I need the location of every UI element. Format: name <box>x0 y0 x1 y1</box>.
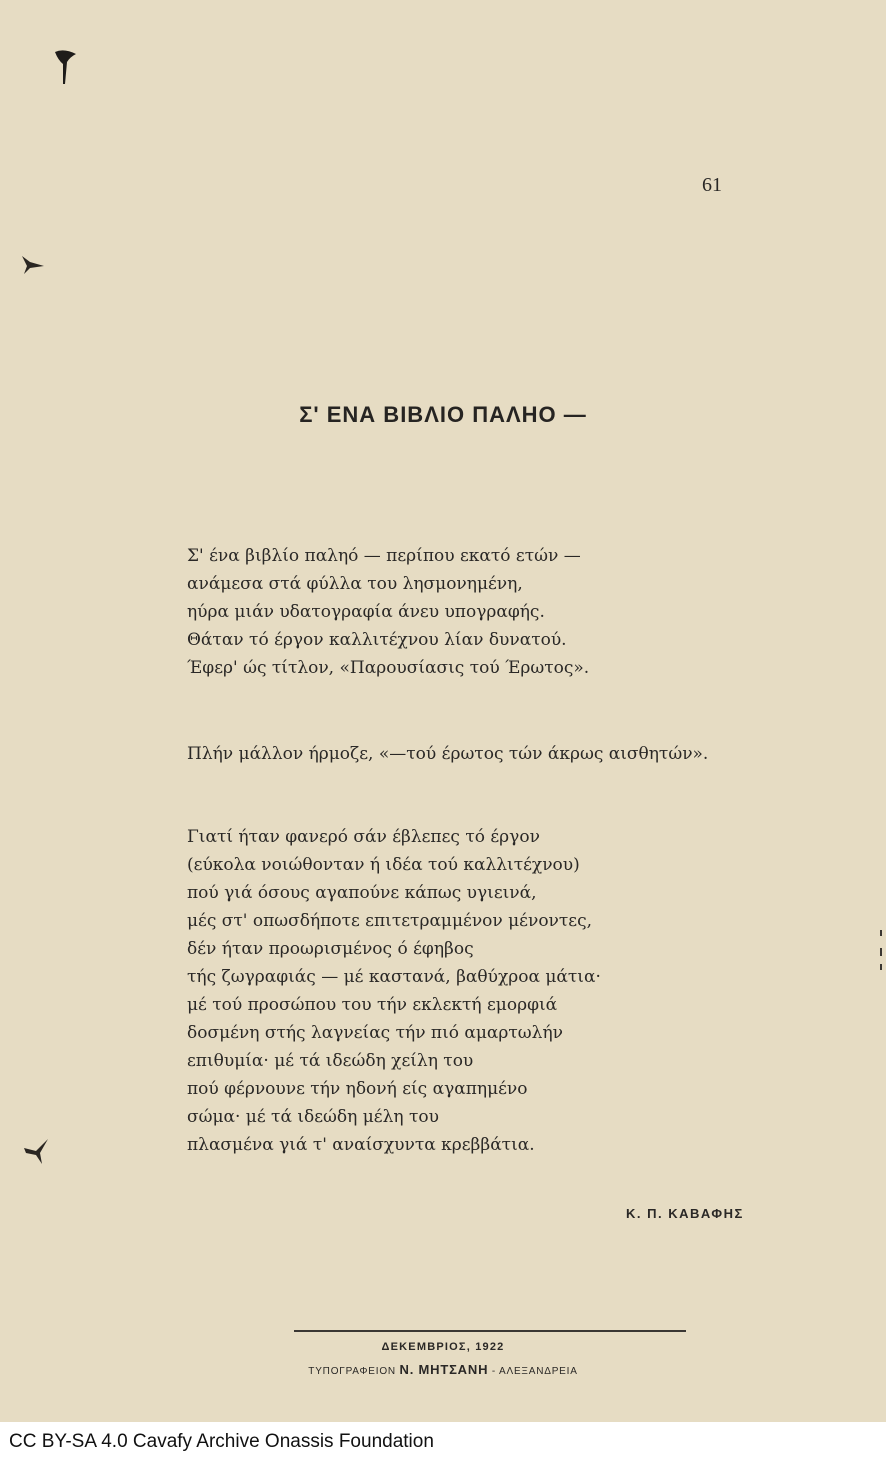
page-number: 61 <box>702 174 722 196</box>
poem-stanza-2 <box>187 740 708 768</box>
poem-line: δέν ήταν προωρισμένος ό έφηβος <box>187 939 474 959</box>
ink-mark-top <box>52 46 80 88</box>
publication-date: ΔΕΚΕΜΒΡΙΟΣ, 1922 <box>381 1341 505 1353</box>
poem-line: μές στ' οπωσδήποτε επιτετραμμένον μένοντες, <box>187 911 593 931</box>
ink-mark-middle <box>20 254 46 276</box>
poem-line: δοσμένη στής λαγνείας τήν πιό αμαρτωλήν <box>187 1023 563 1043</box>
poem-line: (εύκολα νοιώθονταν ή ιδέα τού καλλιτέχνου) <box>187 855 580 875</box>
printer-prefix: ΤΥΠΟΓΡΑΦΕΙΟΝ <box>308 1366 396 1377</box>
poem-line: μέ τού προσώπου του τήν εκλεκτή εμορφιά <box>187 995 558 1015</box>
ink-mark-lower <box>22 1136 52 1166</box>
edge-speck <box>878 930 884 974</box>
author-signature: Κ. Π. ΚΑΒΑΦΗΣ <box>626 1206 744 1221</box>
poem-line: Έφερ' ώς τίτλον, «Παρουσίασις τού Έρωτος». <box>187 658 590 678</box>
poem-line: Σ' ένα βιβλίο παληό — περίπου εκατό ετών — <box>187 546 581 566</box>
poem-line: Πλήν μάλλον ήρμοζε, «—τού έρωτος τών άκρως αισθητών». <box>187 744 709 764</box>
poem-stanza-3 <box>187 823 601 1159</box>
footer-rule <box>294 1330 686 1332</box>
poem-line: Θάταν τό έργον καλλιτέχνου λίαν δυνατού. <box>187 630 567 650</box>
poem-line: Γιατί ήταν φανερό σάν έβλεπες τό έργον <box>187 827 540 847</box>
printer-city: - ΑΛΕΞΑΝΔΡΕΙΑ <box>491 1366 578 1377</box>
poem-stanza-1 <box>187 542 589 682</box>
printer-imprint <box>0 1362 886 1377</box>
poem-line: πού φέρνουνε τήν ηδονή είς αγαπημένο <box>187 1079 528 1099</box>
poem-line: ανάμεσα στά φύλλα του λησμονημένη, <box>187 574 523 594</box>
poem-line: ηύρα μιάν υδατογραφία άνευ υπογραφής. <box>187 602 545 622</box>
poem-line: πλασμένα γιά τ' αναίσχυντα κρεββάτια. <box>187 1135 535 1155</box>
poem-line: πού γιά όσους αγαπούνε κάπως υγιεινά, <box>187 883 537 903</box>
printer-name: Ν. ΜΗΤΣΑΝΗ <box>399 1362 489 1377</box>
poem-line: τής ζωγραφιάς — μέ καστανά, βαθύχροα μάτια· <box>187 967 601 987</box>
poem-line: σώμα· μέ τά ιδεώδη μέλη του <box>187 1107 439 1127</box>
license-credit: CC BY-SA 4.0 Cavafy Archive Onassis Foundation <box>9 1431 434 1452</box>
poem-title: Σ' ΕΝΑ ΒΙΒΛΙΟ ΠΑΛΗΟ — <box>299 402 587 427</box>
poem-line: επιθυμία· μέ τά ιδεώδη χείλη του <box>187 1051 474 1071</box>
